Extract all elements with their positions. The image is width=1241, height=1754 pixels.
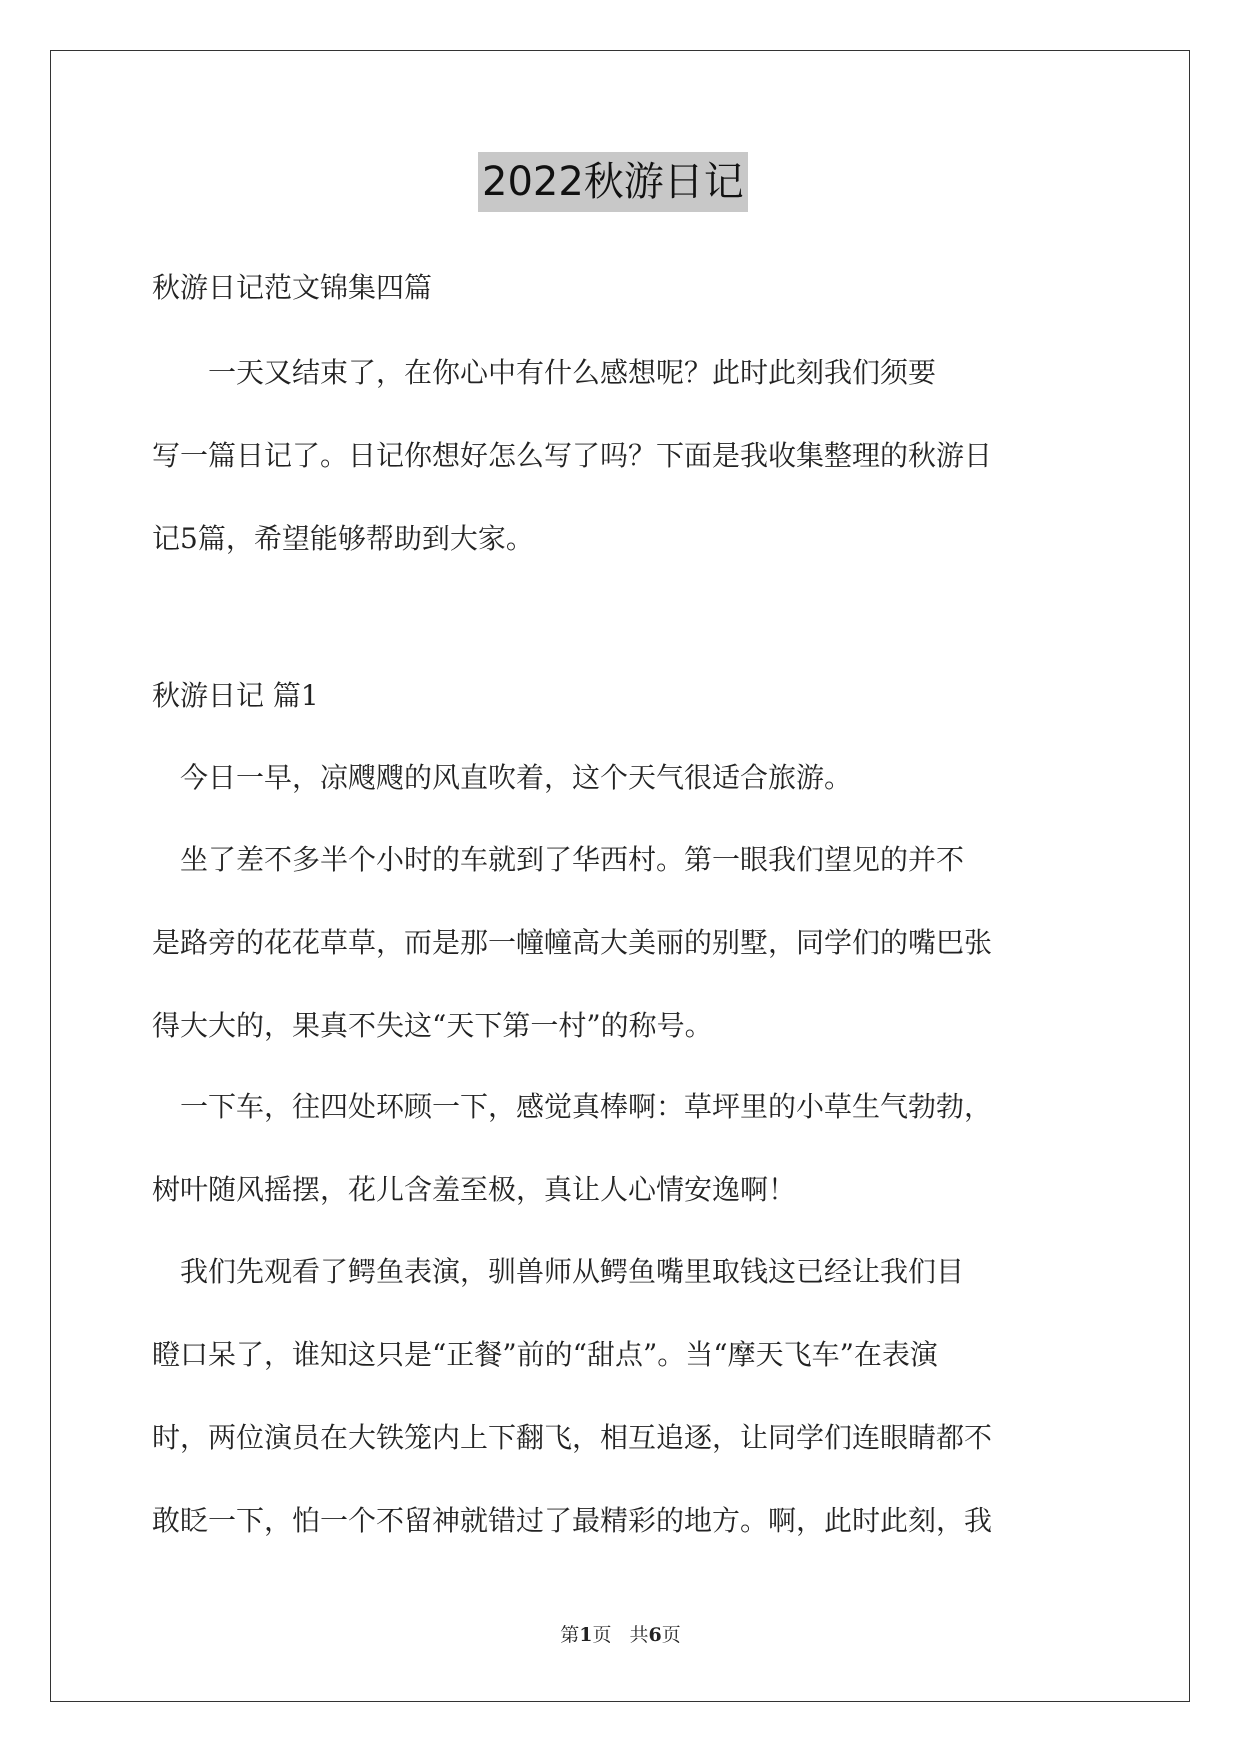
- body-paragraph: [152, 1252, 1092, 1584]
- footer-page-number: 1: [579, 1624, 593, 1646]
- document-subtitle: 秋游日记范文锦集四篇: [152, 271, 433, 304]
- body-paragraph: [152, 1087, 1092, 1253]
- paragraph-line: 我们先观看了鳄鱼表演，驯兽师从鳄鱼嘴里取钱这已经让我们目: [152, 1255, 965, 1288]
- paragraph-line: 是路旁的花花草草，而是那一幢幢高大美丽的别墅，同学们的嘴巴张: [152, 926, 993, 959]
- paragraph-line: 今日一早，凉飕飕的风直吹着，这个天气很适合旅游。: [152, 761, 853, 794]
- paragraph-line: 记5篇，希望能够帮助到大家。: [152, 522, 534, 555]
- paragraph-line: 得大大的，果真不失这“天下第一村”的称号。: [152, 1009, 713, 1042]
- page-footer: [0, 1620, 1241, 1647]
- paragraph-line: 瞪口呆了，谁知这只是“正餐”前的“甜点”。当“摩天飞车”在表演: [152, 1338, 938, 1371]
- body-paragraph: [152, 758, 1092, 841]
- section-heading: 秋游日记 篇1: [152, 679, 319, 712]
- footer-total-prefix: 共: [629, 1624, 649, 1646]
- footer-total-pages: 6: [648, 1624, 662, 1646]
- footer-page-suffix: 页: [592, 1624, 612, 1646]
- body-paragraph: [152, 840, 1092, 1089]
- intro-paragraph: [152, 353, 1092, 602]
- paragraph-line: 时，两位演员在大铁笼内上下翻飞，相互追逐，让同学们连眼睛都不: [152, 1421, 993, 1454]
- paragraph-line: 树叶随风摇摆，花儿含羞至极，真让人心情安逸啊！: [152, 1173, 797, 1206]
- paragraph-line: 敢眨一下，怕一个不留神就错过了最精彩的地方。啊，此时此刻，我: [152, 1504, 993, 1537]
- footer-page-prefix: 第: [560, 1624, 580, 1646]
- paragraph-line: 写一篇日记了。日记你想好怎么写了吗？下面是我收集整理的秋游日: [152, 439, 993, 472]
- paragraph-line: 坐了差不多半个小时的车就到了华西村。第一眼我们望见的并不: [152, 843, 965, 876]
- paragraph-line: 一天又结束了，在你心中有什么感想呢？此时此刻我们须要: [152, 356, 937, 389]
- paragraph-line: 一下车，往四处环顾一下，感觉真棒啊：草坪里的小草生气勃勃，: [152, 1090, 993, 1123]
- document-title: 2022秋游日记: [478, 152, 748, 212]
- footer-total-suffix: 页: [661, 1624, 681, 1646]
